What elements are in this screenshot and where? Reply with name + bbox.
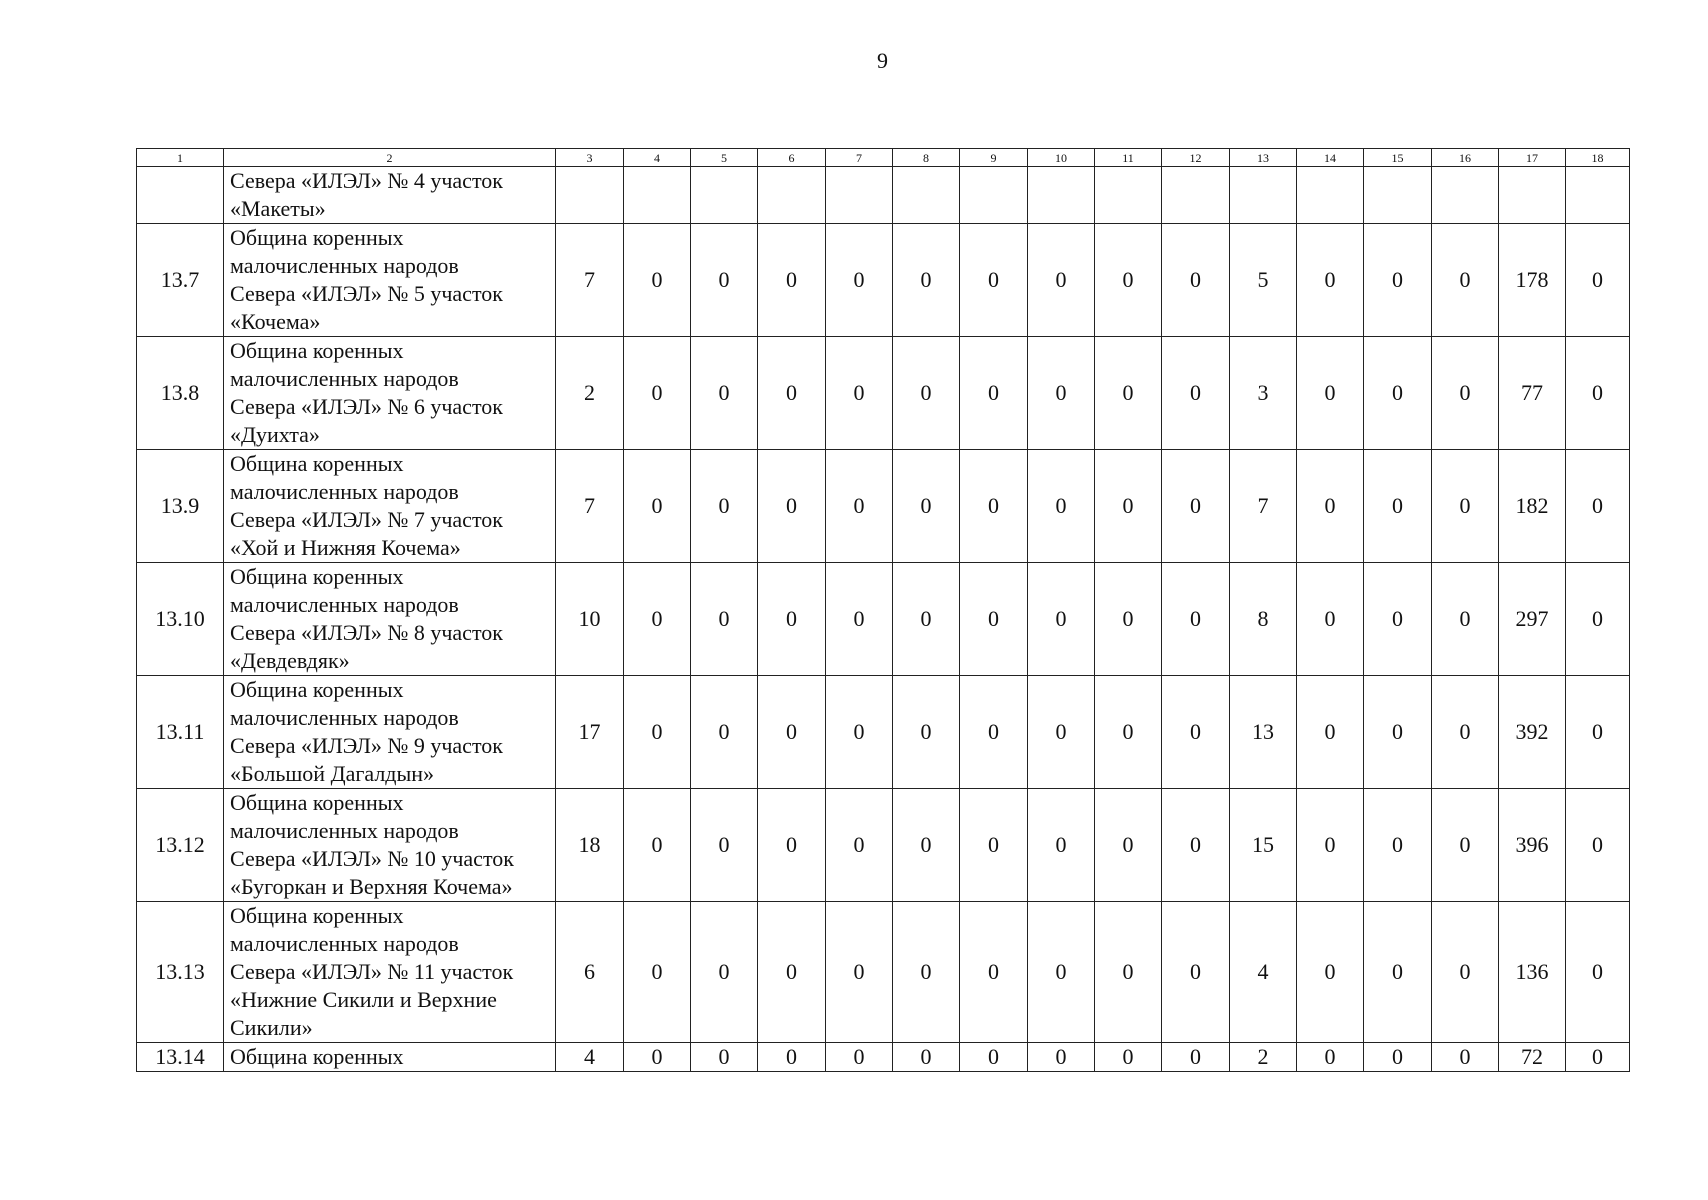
value-cell-col-6: 0 [758,902,826,1043]
entity-name-cell: Севера «ИЛЭЛ» № 4 участок «Макеты» [224,167,556,224]
value-cell-col-3 [556,167,624,224]
column-header-2: 2 [224,149,556,167]
value-cell-col-12: 0 [1162,450,1230,563]
table-row [137,167,1630,224]
value-cell-col-6: 0 [758,1043,826,1072]
value-cell-col-14: 0 [1297,789,1364,902]
value-cell-col-3: 2 [556,337,624,450]
column-header-9: 9 [960,149,1028,167]
value-cell-col-16: 0 [1432,563,1499,676]
value-cell-col-16: 0 [1432,337,1499,450]
value-cell-col-18: 0 [1566,337,1630,450]
value-cell-col-3: 10 [556,563,624,676]
value-cell-col-7: 0 [826,450,893,563]
value-cell-col-12: 0 [1162,902,1230,1043]
value-cell-col-18: 0 [1566,450,1630,563]
entity-name-cell: Община коренных малочисленных народов Севера «ИЛЭЛ» № 8 участок «Девдевдяк» [224,563,556,676]
row-number-cell: 13.9 [137,450,224,563]
value-cell-col-18: 0 [1566,1043,1630,1072]
value-cell-col-8: 0 [893,676,960,789]
value-cell-col-14: 0 [1297,676,1364,789]
value-cell-col-9: 0 [960,902,1028,1043]
column-header-10: 10 [1028,149,1095,167]
value-cell-col-13: 5 [1230,224,1297,337]
value-cell-col-11: 0 [1095,902,1162,1043]
column-header-11: 11 [1095,149,1162,167]
row-number-cell: 13.11 [137,676,224,789]
value-cell-col-15: 0 [1364,676,1432,789]
value-cell-col-7: 0 [826,337,893,450]
entity-name-cell: Община коренных малочисленных народов Севера «ИЛЭЛ» № 10 участок «Бугоркан и Верхняя Кочема» [224,789,556,902]
value-cell-col-14: 0 [1297,902,1364,1043]
value-cell-col-8: 0 [893,1043,960,1072]
entity-name-cell: Община коренных малочисленных народов Севера «ИЛЭЛ» № 6 участок «Дуихта» [224,337,556,450]
value-cell-col-17: 182 [1499,450,1566,563]
value-cell-col-14 [1297,167,1364,224]
value-cell-col-10: 0 [1028,1043,1095,1072]
value-cell-col-8: 0 [893,450,960,563]
value-cell-col-4 [624,167,691,224]
value-cell-col-7: 0 [826,789,893,902]
value-cell-col-17: 72 [1499,1043,1566,1072]
row-number-cell: 13.8 [137,337,224,450]
value-cell-col-12: 0 [1162,676,1230,789]
column-header-8: 8 [893,149,960,167]
column-header-16: 16 [1432,149,1499,167]
value-cell-col-10 [1028,167,1095,224]
value-cell-col-9 [960,167,1028,224]
value-cell-col-14: 0 [1297,337,1364,450]
value-cell-col-6: 0 [758,676,826,789]
value-cell-col-6: 0 [758,789,826,902]
column-header-7: 7 [826,149,893,167]
value-cell-col-11: 0 [1095,676,1162,789]
table-body [137,167,1630,1072]
value-cell-col-14: 0 [1297,563,1364,676]
value-cell-col-15: 0 [1364,563,1432,676]
row-number-cell: 13.13 [137,902,224,1043]
value-cell-col-4: 0 [624,450,691,563]
row-number-cell: 13.14 [137,1043,224,1072]
value-cell-col-12: 0 [1162,563,1230,676]
value-cell-col-10: 0 [1028,676,1095,789]
value-cell-col-4: 0 [624,789,691,902]
entity-name-cell: Община коренных малочисленных народов Севера «ИЛЭЛ» № 7 участок «Хой и Нижняя Кочема» [224,450,556,563]
value-cell-col-17: 297 [1499,563,1566,676]
value-cell-col-10: 0 [1028,450,1095,563]
value-cell-col-11: 0 [1095,224,1162,337]
value-cell-col-7: 0 [826,224,893,337]
value-cell-col-9: 0 [960,337,1028,450]
table-row [137,450,1630,563]
value-cell-col-14: 0 [1297,450,1364,563]
value-cell-col-6: 0 [758,563,826,676]
value-cell-col-7: 0 [826,1043,893,1072]
value-cell-col-15: 0 [1364,902,1432,1043]
value-cell-col-17 [1499,167,1566,224]
value-cell-col-3: 4 [556,1043,624,1072]
value-cell-col-5: 0 [691,450,758,563]
value-cell-col-16: 0 [1432,789,1499,902]
value-cell-col-16: 0 [1432,224,1499,337]
value-cell-col-3: 18 [556,789,624,902]
value-cell-col-12: 0 [1162,224,1230,337]
column-header-4: 4 [624,149,691,167]
value-cell-col-11: 0 [1095,1043,1162,1072]
table-row [137,1043,1630,1072]
value-cell-col-6: 0 [758,224,826,337]
column-header-6: 6 [758,149,826,167]
value-cell-col-8 [893,167,960,224]
value-cell-col-5 [691,167,758,224]
value-cell-col-10: 0 [1028,902,1095,1043]
value-cell-col-14: 0 [1297,1043,1364,1072]
value-cell-col-15 [1364,167,1432,224]
table-row [137,789,1630,902]
value-cell-col-15: 0 [1364,789,1432,902]
table-row [137,337,1630,450]
value-cell-col-8: 0 [893,224,960,337]
column-header-17: 17 [1499,149,1566,167]
column-header-13: 13 [1230,149,1297,167]
value-cell-col-16: 0 [1432,450,1499,563]
value-cell-col-9: 0 [960,563,1028,676]
value-cell-col-9: 0 [960,789,1028,902]
column-header-18: 18 [1566,149,1630,167]
value-cell-col-4: 0 [624,224,691,337]
value-cell-col-5: 0 [691,563,758,676]
column-header-1: 1 [137,149,224,167]
value-cell-col-4: 0 [624,563,691,676]
value-cell-col-16: 0 [1432,902,1499,1043]
value-cell-col-8: 0 [893,902,960,1043]
value-cell-col-5: 0 [691,789,758,902]
value-cell-col-7 [826,167,893,224]
value-cell-col-6 [758,167,826,224]
table-row [137,676,1630,789]
value-cell-col-5: 0 [691,676,758,789]
value-cell-col-10: 0 [1028,224,1095,337]
table-row [137,224,1630,337]
value-cell-col-13: 8 [1230,563,1297,676]
value-cell-col-8: 0 [893,337,960,450]
value-cell-col-17: 396 [1499,789,1566,902]
value-cell-col-3: 7 [556,450,624,563]
value-cell-col-16 [1432,167,1499,224]
table-row [137,563,1630,676]
value-cell-col-5: 0 [691,337,758,450]
value-cell-col-18: 0 [1566,563,1630,676]
value-cell-col-18: 0 [1566,676,1630,789]
value-cell-col-4: 0 [624,902,691,1043]
page-number: 9 [877,48,888,73]
value-cell-col-4: 0 [624,337,691,450]
value-cell-col-9: 0 [960,224,1028,337]
value-cell-col-3: 6 [556,902,624,1043]
value-cell-col-17: 178 [1499,224,1566,337]
column-header-14: 14 [1297,149,1364,167]
value-cell-col-15: 0 [1364,224,1432,337]
value-cell-col-18 [1566,167,1630,224]
value-cell-col-4: 0 [624,1043,691,1072]
entity-name-cell: Община коренных малочисленных народов Севера «ИЛЭЛ» № 5 участок «Кочема» [224,224,556,337]
value-cell-col-10: 0 [1028,337,1095,450]
value-cell-col-7: 0 [826,676,893,789]
row-number-cell: 13.12 [137,789,224,902]
value-cell-col-11 [1095,167,1162,224]
value-cell-col-7: 0 [826,902,893,1043]
row-number-cell: 13.10 [137,563,224,676]
row-number-cell [137,167,224,224]
value-cell-col-11: 0 [1095,450,1162,563]
value-cell-col-16: 0 [1432,676,1499,789]
value-cell-col-15: 0 [1364,337,1432,450]
value-cell-col-13: 13 [1230,676,1297,789]
value-cell-col-8: 0 [893,563,960,676]
value-cell-col-10: 0 [1028,563,1095,676]
value-cell-col-17: 136 [1499,902,1566,1043]
value-cell-col-9: 0 [960,676,1028,789]
value-cell-col-15: 0 [1364,1043,1432,1072]
value-cell-col-4: 0 [624,676,691,789]
value-cell-col-17: 392 [1499,676,1566,789]
value-cell-col-5: 0 [691,1043,758,1072]
value-cell-col-6: 0 [758,450,826,563]
value-cell-col-11: 0 [1095,789,1162,902]
value-cell-col-18: 0 [1566,902,1630,1043]
value-cell-col-12: 0 [1162,1043,1230,1072]
value-cell-col-13: 2 [1230,1043,1297,1072]
value-cell-col-13: 4 [1230,902,1297,1043]
value-cell-col-3: 17 [556,676,624,789]
value-cell-col-9: 0 [960,1043,1028,1072]
row-number-cell: 13.7 [137,224,224,337]
column-header-3: 3 [556,149,624,167]
value-cell-col-13: 15 [1230,789,1297,902]
value-cell-col-13 [1230,167,1297,224]
column-header-15: 15 [1364,149,1432,167]
value-cell-col-13: 7 [1230,450,1297,563]
entity-name-cell: Община коренных малочисленных народов Севера «ИЛЭЛ» № 11 участок «Нижние Сикили и Верхние Сикили» [224,902,556,1043]
column-header-5: 5 [691,149,758,167]
header-row [137,149,1630,167]
value-cell-col-5: 0 [691,224,758,337]
entity-name-cell: Община коренных малочисленных народов Севера «ИЛЭЛ» № 9 участок «Большой Дагалдын» [224,676,556,789]
value-cell-col-16: 0 [1432,1043,1499,1072]
value-cell-col-7: 0 [826,563,893,676]
value-cell-col-10: 0 [1028,789,1095,902]
value-cell-col-18: 0 [1566,224,1630,337]
value-cell-col-11: 0 [1095,563,1162,676]
value-cell-col-8: 0 [893,789,960,902]
value-cell-col-3: 7 [556,224,624,337]
value-cell-col-6: 0 [758,337,826,450]
table-row [137,902,1630,1043]
value-cell-col-12 [1162,167,1230,224]
value-cell-col-17: 77 [1499,337,1566,450]
value-cell-col-12: 0 [1162,789,1230,902]
value-cell-col-5: 0 [691,902,758,1043]
entity-name-cell: Община коренных [224,1043,556,1072]
data-table [136,148,1630,1072]
value-cell-col-15: 0 [1364,450,1432,563]
value-cell-col-13: 3 [1230,337,1297,450]
value-cell-col-9: 0 [960,450,1028,563]
value-cell-col-14: 0 [1297,224,1364,337]
value-cell-col-11: 0 [1095,337,1162,450]
value-cell-col-12: 0 [1162,337,1230,450]
column-header-12: 12 [1162,149,1230,167]
value-cell-col-18: 0 [1566,789,1630,902]
